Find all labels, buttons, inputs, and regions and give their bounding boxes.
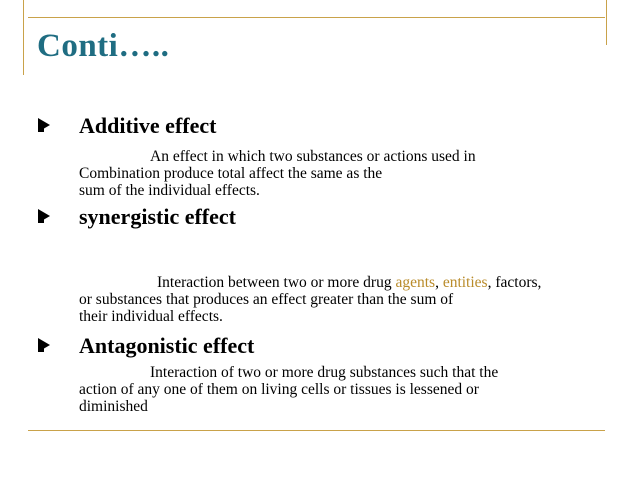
additive-text-line: Combination produce total affect the same as the xyxy=(79,165,383,182)
square-bullet-icon xyxy=(38,338,50,352)
top-divider xyxy=(28,17,605,18)
comma-separator: , xyxy=(435,274,443,291)
antagonistic-text-line: diminished xyxy=(79,398,148,415)
square-bullet-icon xyxy=(38,118,50,132)
section-heading-antagonistic: Antagonistic effect xyxy=(79,333,255,358)
section-heading-synergistic: synergistic effect xyxy=(79,204,236,229)
bottom-divider xyxy=(28,430,605,431)
antagonistic-text-line: action of any one of them on living cells or tissues is lessened or xyxy=(79,381,479,398)
agents-term: agents xyxy=(395,274,436,291)
entities-term: entities xyxy=(442,274,488,291)
synergistic-text-prefix: Interaction between two or more drug xyxy=(157,274,396,291)
additive-text-line: sum of the individual effects. xyxy=(79,182,260,199)
slide-title: Conti….. xyxy=(37,28,170,64)
left-divider xyxy=(23,0,24,75)
synergistic-text-suffix: , factors, xyxy=(487,274,542,291)
right-divider xyxy=(606,0,607,45)
synergistic-text-line xyxy=(157,274,541,291)
additive-text-line: An effect in which two substances or actions used in xyxy=(150,148,476,165)
square-bullet-icon xyxy=(38,209,50,223)
antagonistic-text-line: Interaction of two or more drug substances such that the xyxy=(150,364,499,381)
synergistic-text-line: their individual effects. xyxy=(79,308,223,325)
section-heading-additive: Additive effect xyxy=(79,113,217,138)
synergistic-text-line: or substances that produces an effect greater than the sum of xyxy=(79,291,454,308)
